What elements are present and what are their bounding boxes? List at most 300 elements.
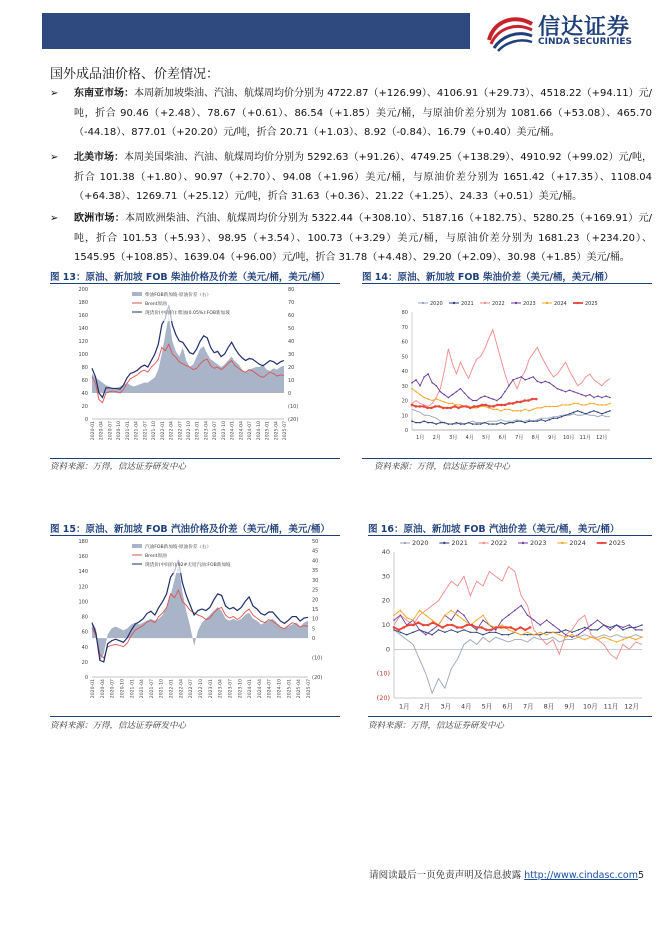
x-tick-label: 2024-04 [239,421,245,441]
x-tick-label: 3月 [449,435,458,441]
series-point-2023 [589,394,591,396]
series-point-2024 [590,636,592,638]
series-point-2021 [549,419,551,421]
figure-16-title: 图 16：原油、新加坡 FOB 汽油价差（美元/桶，美元/桶） [368,524,620,535]
arrow-bullet-icon: ➢ [50,88,59,99]
series-point-2023 [520,376,522,378]
series-point-2023 [496,400,498,402]
series-point-2023 [573,391,575,393]
series-point-2023 [616,624,618,626]
paragraph-body: 本周新加坡柴油、汽油、航煤周均价分别为 4722.87（+126.99）、4106.91（+29.73）、4518.22（+94.11）元/吨，折合 90.46（+2.48）、78.67（+0.61）、86.54（+1.85）美元/桶，与原油价差分别为 1081.66（+53.08）、465.70（-44.18）、877.01（+20.20）元/吨，折合 20.71（+1.03）、8.92（-0.84）、16.79（+0.40）美元/桶。 [74,88,652,138]
series-line-2023 [412,374,610,401]
series-point-2021 [484,422,486,424]
series-point-2021 [452,423,454,425]
figure-15-source: 资料来源：万得，信达证券研发中心 [50,721,187,731]
series-point-2023 [571,636,573,638]
logo-text-cn: 信达证券 [538,15,631,40]
series-point-2023 [527,614,529,616]
y-left-tick-label: 20 [81,404,88,410]
x-tick-label: 2024-01 [248,679,254,699]
series-point-2025 [446,407,449,410]
y-tick-label: 0 [385,645,390,654]
x-tick-label: 2022-07 [178,421,184,441]
series-point-2023 [431,629,433,631]
x-tick-label: 12月 [596,435,608,441]
y-left-tick-label: 100 [78,599,88,606]
series-point-2024 [536,407,538,409]
series-point-2023 [423,376,425,378]
x-tick-label: 2022-04 [169,421,175,441]
paragraph-label: 北美市场： [74,152,124,163]
figure-15-chart [50,537,336,715]
series-point-2023 [492,398,494,400]
series-point-2024 [605,404,607,406]
y-right-tick-label: 10 [312,616,319,623]
x-tick-label: 2022-01 [160,421,166,441]
y-right-tick-label: 30 [288,352,295,358]
x-tick-label: 8月 [531,435,540,441]
series-point-2024 [578,636,580,638]
series-point-2024 [635,639,637,641]
series-point-2021 [419,422,421,424]
f13-svg [50,285,312,457]
x-tick-label: 2020-10 [120,679,126,699]
x-tick-label: 2021-01 [125,421,131,441]
footer-link[interactable]: http://www.cindasc.com [524,870,638,881]
series-point-2025 [490,629,493,632]
x-tick-label: 2023-01 [195,421,201,441]
series-point-2023 [605,395,607,397]
series-point-2025 [446,624,449,627]
series-point-2024 [559,634,561,636]
series-point-2025 [509,626,512,629]
x-tick-label: 2021-07 [143,421,149,441]
divider [50,716,340,717]
series-point-2024 [545,406,547,408]
series-point-2024 [448,403,450,405]
x-tick-label: 2024-01 [230,421,236,441]
series-point-2021 [470,632,472,634]
x-tick-label: 10月 [582,702,598,711]
series-point-2021 [597,412,599,414]
x-tick-label: 2025-04 [297,679,303,699]
series-point-2023 [533,619,535,621]
series-point-2023 [476,400,478,402]
y-right-tick-label: (10) [288,404,299,410]
series-point-2025 [480,626,483,629]
section-title: 国外成品油价格、价差情况： [50,67,220,82]
series-point-2023 [557,388,559,390]
series-point-2023 [464,392,466,394]
series-point-2023 [532,376,534,378]
legend-label: 2022 [492,301,505,307]
series-point-2024 [601,404,603,406]
series-point-2023 [472,400,474,402]
series-point-2023 [553,385,555,387]
y-right-tick-label: 70 [288,300,295,306]
figure-13-chart [50,285,312,457]
series-point-2024 [439,400,441,402]
series-point-2021 [590,629,592,631]
y-right-tick-label: 40 [312,558,319,565]
series-point-2024 [577,403,579,405]
spread-area [92,315,284,393]
series-point-2025 [461,405,464,408]
y-right-tick-label: 25 [312,587,319,594]
series-point-2023 [609,397,611,399]
y-tick-label: 60 [401,339,408,346]
y-left-tick-label: 140 [78,326,88,332]
series-point-2023 [565,391,567,393]
series-point-2021 [444,422,446,424]
series-point-2021 [589,412,591,414]
y-right-tick-label: 50 [288,326,295,332]
series-point-2021 [476,632,478,634]
series-point-2021 [546,632,548,634]
series-point-2025 [436,624,439,627]
legend-label: Brent原油 [145,302,167,307]
series-point-2021 [496,423,498,425]
series-point-2025 [402,626,405,629]
y-right-tick-label: 20 [288,365,295,371]
series-line-2020 [394,630,642,693]
series-point-2023 [541,382,543,384]
legend-label: 现货价(中间价):92#无铅汽油:FOB新加坡 [145,563,231,568]
y-right-tick-label: 10 [288,378,295,384]
y-tick-label: 50 [401,354,408,361]
series-point-2024 [553,406,555,408]
series-point-2024 [585,404,587,406]
series-point-2023 [584,629,586,631]
series-point-2023 [444,394,446,396]
series-point-2024 [533,634,535,636]
figure-16-chart [366,536,652,716]
header-bar [42,13,470,49]
series-point-2024 [492,409,494,411]
figure-14-source: 资料来源：万得，信达证券研发中心 [374,462,511,472]
series-point-2021 [480,423,482,425]
paragraph-body: 本周欧洲柴油、汽油、航煤周均价分别为 5322.44（+308.10）、5187.16（+182.75）、5280.25（+169.91）元/吨，折合 101.53（+5.93）、98.95（+3.54）、100.73（+3.29）美元/桶，与原油价差分别为 1681.23（+234.20）、1545.95（+108.85）、1639.04（+96.00）元/吨，折合 31.78（+4.48）、29.20（+2.09）、30.98（+1.85）美元/桶。 [74,213,652,263]
x-tick-label: 12月 [624,702,640,711]
legend-marker [515,302,517,304]
y-tick-label: (20) [376,694,390,702]
series-point-2023 [480,397,482,399]
series-point-2024 [520,634,522,636]
paragraph-label: 欧洲市场： [74,213,125,224]
series-point-2023 [603,624,605,626]
x-tick-label: 2022-10 [199,679,204,699]
series-point-2025 [430,407,433,410]
series-point-2021 [450,629,452,631]
arrow-bullet-icon: ➢ [50,213,59,224]
x-tick-label: 7月 [515,435,524,441]
y-left-tick-label: 0 [84,675,88,681]
series-point-2025 [450,407,453,410]
series-point-2024 [427,398,429,400]
series-point-2024 [603,636,605,638]
divider [368,716,652,717]
series-point-2024 [406,617,408,619]
series-point-2023 [482,619,484,621]
series-point-2023 [415,379,417,381]
series-point-2024 [400,610,402,612]
series-point-2021 [569,413,571,415]
y-tick-label: 10 [381,621,390,629]
legend-marker [546,302,548,304]
series-point-2024 [489,624,491,626]
series-point-2025 [422,405,425,408]
series-point-2023 [393,619,395,621]
divider [50,283,340,284]
series-point-2023 [628,624,630,626]
series-point-2024 [444,614,446,616]
series-point-2021 [406,634,408,636]
f14-svg [388,296,620,448]
series-point-2023 [431,382,433,384]
x-tick-label: 2023-04 [204,421,210,441]
series-point-2021 [573,412,575,414]
y-left-tick-label: 40 [81,644,88,651]
series-point-2023 [585,395,587,397]
series-point-2023 [500,397,502,399]
series-point-2025 [492,405,495,408]
series-point-2025 [516,401,519,404]
series-point-2021 [415,422,417,424]
series-point-2025 [415,405,418,408]
series-point-2021 [508,422,510,424]
series-point-2024 [571,634,573,636]
y-left-tick-label: 40 [81,391,88,397]
x-tick-label: 2021-07 [149,679,155,699]
y-tick-label: 30 [381,572,390,581]
series-point-2024 [508,409,510,411]
series-point-2021 [609,627,611,629]
series-point-2023 [581,394,583,396]
series-point-2024 [514,632,516,634]
series-point-2025 [466,624,469,627]
y-tick-label: 20 [381,596,390,605]
series-point-2021 [553,417,555,419]
series-point-2024 [527,632,529,634]
x-tick-label: 11月 [603,702,619,711]
series-point-2025 [523,399,526,402]
legend-label: 2025 [585,301,598,307]
y-right-tick-label: 20 [312,597,319,604]
series-point-2024 [419,610,421,612]
series-point-2024 [460,404,462,406]
y-left-tick-label: 60 [81,378,88,384]
y-tick-label: 80 [401,310,408,316]
x-tick-label: 9月 [548,435,557,441]
series-point-2023 [569,389,571,391]
series-point-2024 [411,388,413,390]
series-point-2025 [434,405,437,408]
x-tick-label: 2025-07 [283,421,288,441]
series-point-2021 [504,423,506,425]
series-point-2021 [464,423,466,425]
series-point-2025 [473,405,476,408]
series-point-2024 [500,410,502,412]
series-point-2024 [565,636,567,638]
y-left-tick-label: 0 [84,417,88,423]
series-point-2023 [559,629,561,631]
x-tick-label: 4月 [465,435,474,441]
y-left-tick-label: 80 [81,365,88,371]
x-tick-label: 2022-10 [187,421,192,441]
x-tick-label: 2020-04 [99,421,105,441]
y-tick-label: (10) [376,669,390,678]
series-point-2023 [546,619,548,621]
x-tick-label: 2025-01 [265,421,271,441]
series-point-2025 [442,407,445,410]
series-point-2023 [561,389,563,391]
series-point-2021 [492,423,494,425]
series-point-2024 [431,400,433,402]
legend-label: 2022 [490,539,508,547]
y-right-tick-label: 50 [312,539,319,545]
x-tick-label: 7月 [523,702,534,711]
series-point-2021 [524,422,526,424]
paragraph-label: 东南亚市场： [74,88,134,99]
y-left-tick-label: 160 [78,554,88,561]
spread-area [92,564,308,661]
series-point-2025 [407,624,410,627]
x-tick-label: 2020-07 [110,679,116,699]
paragraph-body: 本周美国柴油、汽油、航煤周均价分别为 5292.63（+91.26）、4749.25（+138.29）、4910.92（+99.02）元/吨，折合 101.38（+1.80）、90.97（+2.70）、94.08（+1.96）美元/桶，与原油价差分别为 1651.42（+17.35）、1108.04（+64.38）、1269.71（+25.12）元/吨，折合 31.63（+0.36）、21.22（+1.25）、24.33（+0.51）美元/桶。 [74,152,652,202]
series-point-2023 [508,614,510,616]
series-point-2025 [519,626,522,629]
legend-label: 2024 [554,301,567,307]
x-tick-label: 5月 [482,435,491,441]
series-point-2025 [422,624,425,627]
cinda-logo-icon [486,10,536,52]
series-point-2025 [496,404,499,407]
series-point-2021 [431,422,433,424]
y-tick-label: 10 [401,413,408,420]
series-point-2021 [565,414,567,416]
y-right-tick-label: 0 [312,636,316,643]
paragraph-eu [50,209,652,268]
series-point-2021 [457,632,459,634]
x-tick-label: 6月 [498,435,507,441]
series-point-2025 [512,402,515,405]
series-point-2025 [441,626,444,629]
x-tick-label: 2025-04 [274,421,280,441]
x-tick-label: 2024-04 [257,679,263,699]
series-point-2023 [419,629,421,631]
legend-marker [484,302,486,304]
x-tick-label: 5月 [481,702,493,711]
x-tick-label: 2023-04 [218,679,224,699]
series-point-2021 [520,420,522,422]
series-point-2025 [477,405,480,408]
legend-label: Brent原油 [145,554,167,559]
series-point-2023 [539,624,541,626]
series-point-2023 [514,610,516,612]
series-point-2024 [435,398,437,400]
series-point-2024 [431,619,433,621]
series-point-2021 [536,420,538,422]
figure-13-title: 图 13：原油、新加坡 FOB 柴油价格及价差（美元/桶，美元/桶） [50,272,330,283]
series-point-2021 [500,422,502,424]
legend-label: 2023 [530,539,547,547]
series-point-2021 [488,423,490,425]
series-point-2024 [589,403,591,405]
series-point-2025 [504,404,507,407]
series-point-2025 [412,624,415,627]
y-left-tick-label: 200 [78,287,88,293]
series-point-2024 [512,410,514,412]
series-point-2023 [425,634,427,636]
x-tick-label: 2021-10 [159,679,165,699]
series-point-2023 [504,391,506,393]
series-line-2022 [412,330,610,407]
series-point-2023 [476,629,478,631]
x-tick-label: 2020-07 [108,421,114,441]
series-point-2025 [453,405,456,408]
series-point-2021 [460,423,462,425]
series-point-2024 [569,404,571,406]
y-left-tick-label: 180 [78,539,88,545]
series-point-2024 [516,410,518,412]
y-tick-label: 40 [381,548,390,556]
x-tick-label: 2024-07 [248,421,254,441]
series-point-2024 [593,403,595,405]
series-point-2023 [484,395,486,397]
paragraph-sea [50,84,652,143]
series-point-2021 [609,410,611,412]
series-point-2021 [508,634,510,636]
series-point-2024 [463,619,465,621]
series-point-2025 [469,407,472,410]
legend-marker [453,302,455,304]
series-point-2021 [605,412,607,414]
y-tick-label: 0 [404,428,408,434]
series-point-2023 [435,385,437,387]
series-point-2025 [535,398,538,401]
series-point-2023 [516,378,518,380]
series-point-2023 [468,397,470,399]
series-point-2023 [400,614,402,616]
legend-label: 2023 [523,301,536,307]
series-point-2021 [597,629,599,631]
series-point-2024 [597,639,599,641]
divider [362,283,652,284]
divider [50,535,340,536]
series-point-2025 [426,407,429,410]
series-point-2024 [628,636,630,638]
figure-14-title: 图 14：原油、新加坡 FOB 柴油价差（美元/桶，美元/桶） [362,272,614,283]
series-point-2021 [431,634,433,636]
series-point-2025 [456,626,459,629]
x-tick-label: 2020-01 [91,421,96,441]
series-point-2021 [512,422,514,424]
series-point-2025 [451,624,454,627]
y-right-tick-label: (20) [312,675,323,681]
x-tick-label: 2021-04 [134,421,140,441]
series-point-2021 [412,632,414,634]
x-tick-label: 2023-07 [228,679,234,699]
y-right-tick-label: (20) [288,417,299,423]
page-footer [369,867,644,881]
x-tick-label: 2024-10 [277,679,283,699]
y-tick-label: 40 [401,369,408,375]
series-point-2023 [512,379,514,381]
x-tick-label: 2020-04 [100,679,106,699]
series-point-2021 [444,632,446,634]
series-point-2021 [532,420,534,422]
x-tick-label: 2022-04 [179,679,185,699]
